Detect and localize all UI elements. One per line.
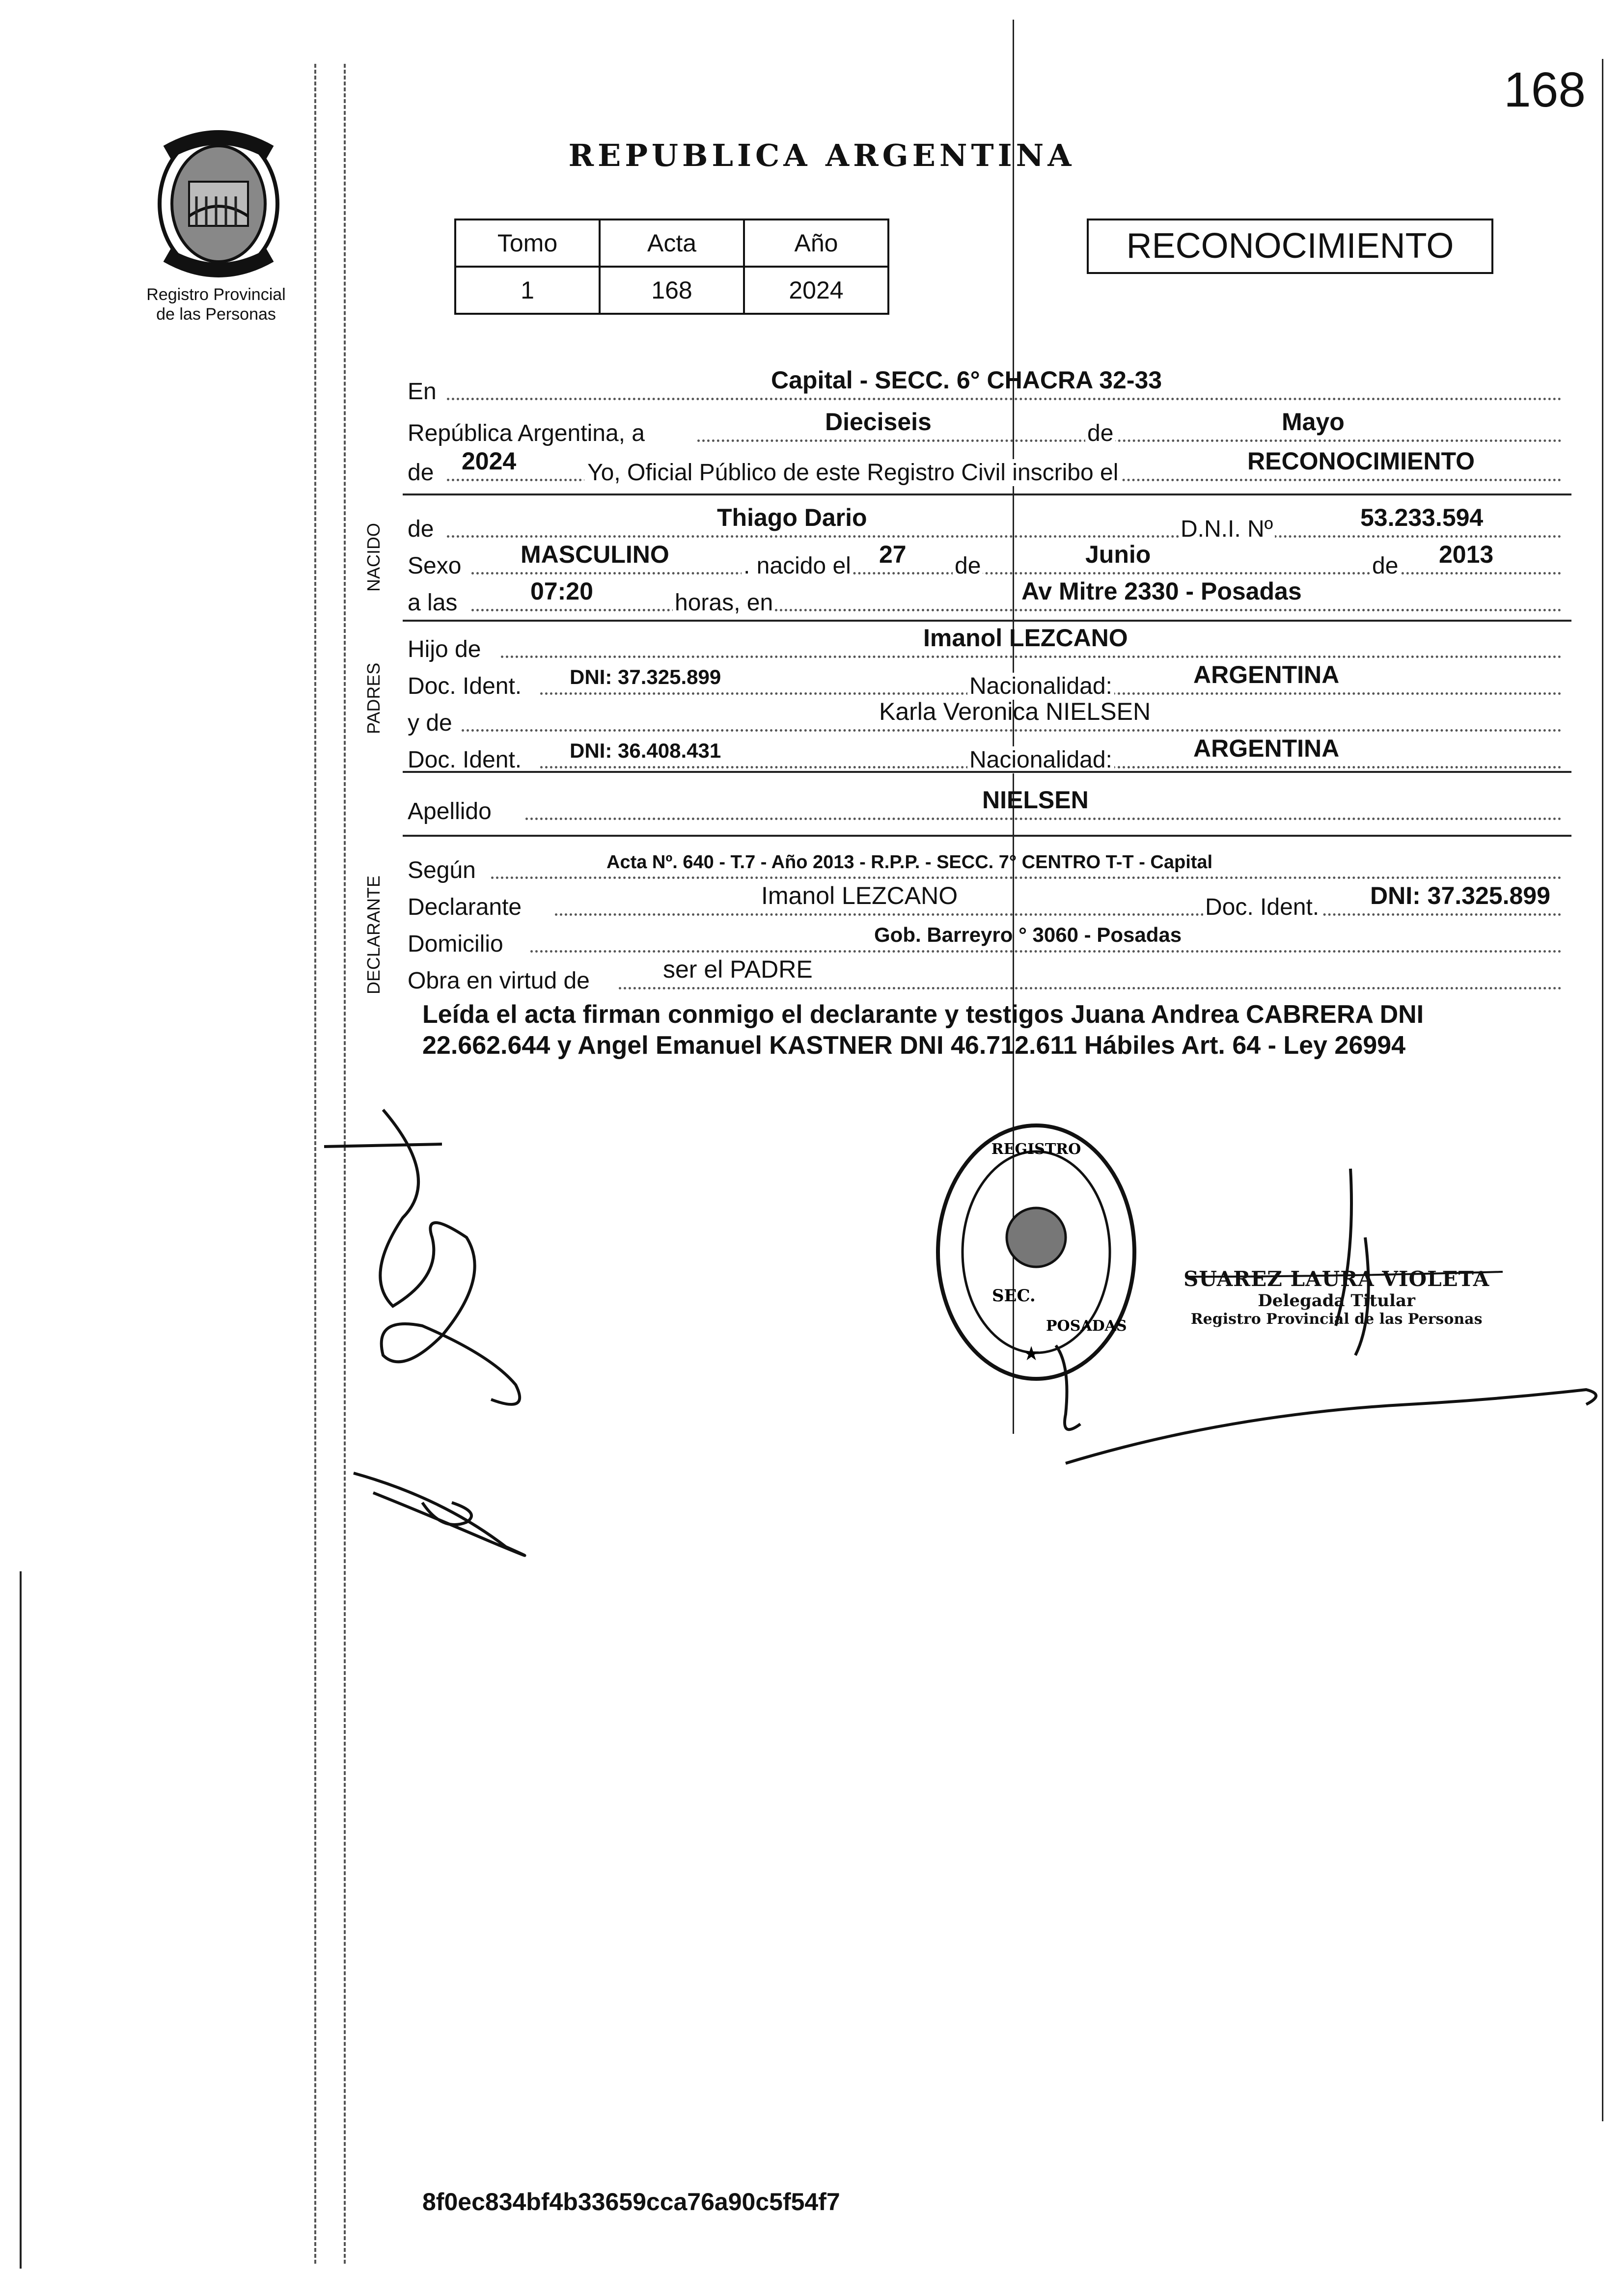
- birth-time-value: 07:20: [530, 577, 593, 605]
- father-nationality-value: ARGENTINA: [1193, 661, 1340, 688]
- birth-day-value: 27: [879, 541, 907, 568]
- nacido-name-value: Thiago Dario: [717, 504, 867, 531]
- section-label-declarante: DECLARANTE: [363, 875, 384, 994]
- registry-label-line2: de las Personas: [156, 305, 276, 324]
- day-value: Dieciseis: [825, 408, 932, 436]
- official-signature-block: [1184, 1267, 1489, 1328]
- apellido-value: NIELSEN: [982, 786, 1089, 814]
- nacido-dni-value: 53.233.594: [1360, 504, 1484, 531]
- sexo-value: MASCULINO: [521, 541, 669, 568]
- declarante-doc-value: DNI: 37.325.899: [1370, 882, 1550, 909]
- segun-label: Según: [408, 857, 476, 883]
- mother-nationality-value: ARGENTINA: [1193, 735, 1340, 762]
- record-table-value: 168: [600, 267, 744, 314]
- record-table-value: 1: [455, 267, 600, 314]
- section-label-padres: PADRES: [363, 662, 384, 734]
- svg-text:SEC.: SEC.: [992, 1286, 1036, 1306]
- record-table-header: Acta: [600, 219, 744, 267]
- svg-text:POSADAS: POSADAS: [1046, 1317, 1127, 1335]
- official-name: SUAREZ LAURA VIOLETA: [1184, 1267, 1490, 1291]
- month-value: Mayo: [1282, 408, 1345, 436]
- domicilio-label: Domicilio: [408, 931, 503, 957]
- official-stamp-icon: [933, 1120, 1139, 1385]
- father-doc-value: DNI: 37.325.899: [570, 665, 721, 688]
- section-label-nacido: NACIDO: [363, 522, 384, 592]
- record-table-header: Tomo: [455, 219, 600, 267]
- de-label-2: de: [1370, 552, 1400, 579]
- obra-label: Obra en virtud de: [408, 968, 590, 994]
- country-title: REPUBLICA ARGENTINA: [568, 137, 1075, 173]
- record-table-value: 2024: [744, 267, 888, 314]
- de-label: de: [408, 460, 434, 486]
- doc-label: Doc. Ident.: [408, 747, 522, 773]
- act-type-value: RECONOCIMIENTO: [1247, 447, 1475, 475]
- nacionalidad-label: Nacionalidad:: [967, 746, 1114, 773]
- closing-text: Leída el acta firman conmigo el declarante y testigos Juana Andrea CABRERA DNI 22.662.644 y Angel Emanuel KASTNER DNI 46.712.611 Hábiles Art. 64 - Ley 26994: [422, 1000, 1424, 1060]
- document-type-box: RECONOCIMIENTO: [1087, 219, 1493, 274]
- declarante-label: Declarante: [408, 894, 522, 920]
- sexo-label: Sexo: [408, 553, 462, 579]
- birth-month-value: Junio: [1085, 541, 1151, 568]
- nacido-label: . nacido el: [742, 552, 853, 579]
- doc-label: Doc. Ident.: [408, 673, 522, 699]
- page-number: 168: [1504, 62, 1586, 117]
- birth-year-value: 2013: [1439, 541, 1494, 568]
- de-label: de: [953, 552, 983, 579]
- en-label: En: [408, 379, 437, 405]
- official-registry: Registro Provincial de las Personas: [1190, 1311, 1483, 1328]
- svg-text:REGISTRO: REGISTRO: [991, 1141, 1081, 1158]
- dni-label: D.N.I. Nº: [1179, 516, 1275, 543]
- official-role: Delegada Titular: [1258, 1291, 1415, 1311]
- horas-label: horas, en: [673, 589, 775, 616]
- hijo-label: Hijo de: [408, 636, 481, 662]
- year-value: 2024: [462, 447, 517, 475]
- apellido-label: Apellido: [408, 798, 492, 824]
- mother-doc-value: DNI: 36.408.431: [570, 739, 721, 762]
- birth-place-value: Av Mitre 2330 - Posadas: [1021, 577, 1302, 605]
- domicilio-value: Gob. Barreyro ° 3060 - Posadas: [874, 923, 1182, 946]
- record-table-header: Año: [744, 219, 888, 267]
- registry-label-line1: Registro Provincial: [146, 285, 286, 304]
- doc-ident-label: Doc. Ident.: [1203, 894, 1321, 921]
- y-de-label: y de: [408, 710, 452, 736]
- republica-label: República Argentina, a: [408, 420, 645, 446]
- a-las-label: a las: [408, 590, 458, 616]
- obra-value: ser el PADRE: [663, 956, 813, 983]
- mother-name-value: Karla Veronica NIELSEN: [879, 698, 1151, 725]
- nacionalidad-label: Nacionalidad:: [967, 673, 1114, 700]
- inscribo-text: Yo, Oficial Público de este Registro Civil inscribo el: [584, 459, 1121, 486]
- de-label: de: [408, 516, 434, 542]
- declarante-value: Imanol LEZCANO: [761, 882, 958, 909]
- segun-value: Acta Nº. 640 - T.7 - Año 2013 - R.P.P. - SECC. 7° CENTRO T-T - Capital: [606, 852, 1213, 873]
- father-name-value: Imanol LEZCANO: [923, 624, 1128, 652]
- svg-text:★: ★: [1022, 1342, 1040, 1365]
- document-hash: 8f0ec834bf4b33659cca76a90c5f54f7: [422, 2188, 840, 2216]
- place-value: Capital - SECC. 6° CHACRA 32-33: [771, 366, 1162, 394]
- de-label: de: [1085, 420, 1115, 447]
